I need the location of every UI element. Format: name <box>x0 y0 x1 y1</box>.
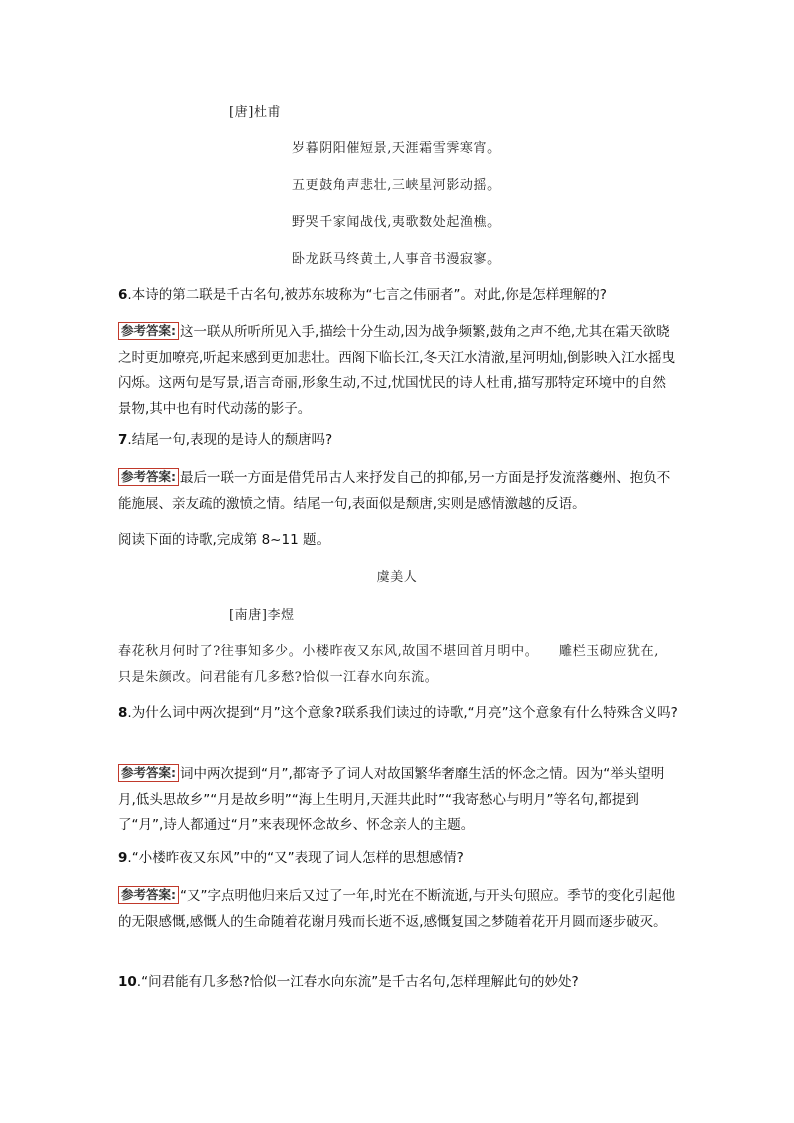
answer-label-badge: 参考答案: <box>118 764 179 782</box>
answer-label-badge: 参考答案: <box>118 886 179 904</box>
poem1-line-4: 卧龙跃马终黄土,人事音书漫寂寥。 <box>292 252 501 267</box>
answer-label-badge: 参考答案: <box>118 468 179 486</box>
answer-text: “又”字点明他归来后又过了一年,时光在不断流逝,与开头句照应。季节的变化引起他的无限感慨,感慨人的生命随着花谢月残而长逝不返,感慨复国之梦随着花开月圆而逐步破灭。 <box>118 888 676 930</box>
question-text: .“问君能有几多愁?恰似一江春水向东流”是千古名句,怎样理解此句的妙处? <box>136 974 579 990</box>
question-8 <box>118 701 678 725</box>
question-6 <box>118 283 678 307</box>
answer-6 <box>118 319 678 421</box>
question-7 <box>118 428 678 452</box>
question-text: .“小楼昨夜又东风”中的“又”表现了词人怎样的思想感情? <box>127 850 464 866</box>
poem1-line-3: 野哭千家闻战伐,夷歌数处起渔樵。 <box>292 215 501 230</box>
poem2-text-line-1: 春花秋月何时了?往事知多少。小楼昨夜又东风,故国不堪回首月明中。 雕栏玉砌应犹在, <box>118 644 659 659</box>
poem2-text-line-2: 只是朱颜改。问君能有几多愁?恰似一江春水向东流。 <box>118 670 439 685</box>
question-text: .结尾一句,表现的是诗人的颓唐吗? <box>127 432 333 448</box>
reading-instruction: 阅读下面的诗歌,完成第 8~11 题。 <box>118 532 330 548</box>
question-number: 6 <box>118 287 128 303</box>
answer-7 <box>118 465 678 516</box>
poem1-line-2: 五更鼓角声悲壮,三峡星河影动摇。 <box>292 178 501 193</box>
poem1-author: [唐]杜甫 <box>229 105 282 120</box>
poem2-text <box>118 639 678 691</box>
question-number: 9 <box>118 850 128 866</box>
question-number: 7 <box>118 432 128 448</box>
question-10 <box>118 970 678 994</box>
question-9 <box>118 846 678 870</box>
answer-label-badge: 参考答案: <box>118 322 179 340</box>
answer-8 <box>118 761 678 838</box>
poem2-author: [南唐]李煜 <box>229 608 295 623</box>
answer-text: 词中两次提到“月”,都寄予了词人对故国繁华奢靡生活的怀念之情。因为“举头望明月,低头思故乡”“月是故乡明”“海上生明月,天涯共此时”“我寄愁心与明月”等名句,都提到了“月”,诗人都通过“月”来表现怀念故乡、怀念亲人的主题。 <box>118 766 665 833</box>
poem2-title: 虞美人 <box>376 570 418 585</box>
question-text: .本诗的第二联是千古名句,被苏东坡称为“七言之伟丽者”。对此,你是怎样理解的? <box>127 287 607 303</box>
question-number: 8 <box>118 705 128 721</box>
answer-text: 最后一联一方面是借凭吊古人来抒发自己的抑郁,另一方面是抒发流落夔州、抱负不能施展、亲友疏的激愤之情。结尾一句,表面似是颓唐,实则是感情激越的反语。 <box>118 470 671 512</box>
answer-text: 这一联从所听所见入手,描绘十分生动,因为战争频繁,鼓角之声不绝,尤其在霜天欲晓之时更加嘹亮,听起来感到更加悲壮。西阁下临长江,冬天江水清澈,星河明灿,倒影映入江水摇曳闪烁。这两句是写景,语言奇丽,形象生动,不过,忧国忧民的诗人杜甫,描写那特定环境中的自然景物,其中也有时代动荡的影子。 <box>118 324 676 417</box>
poem1-line-1: 岁暮阴阳催短景,天涯霜雪霁寒宵。 <box>292 141 501 156</box>
question-text: .为什么词中两次提到“月”这个意象?联系我们读过的诗歌,“月亮”这个意象有什么特殊含义吗? <box>127 705 678 721</box>
answer-9 <box>118 883 678 934</box>
question-number: 10 <box>118 974 137 990</box>
